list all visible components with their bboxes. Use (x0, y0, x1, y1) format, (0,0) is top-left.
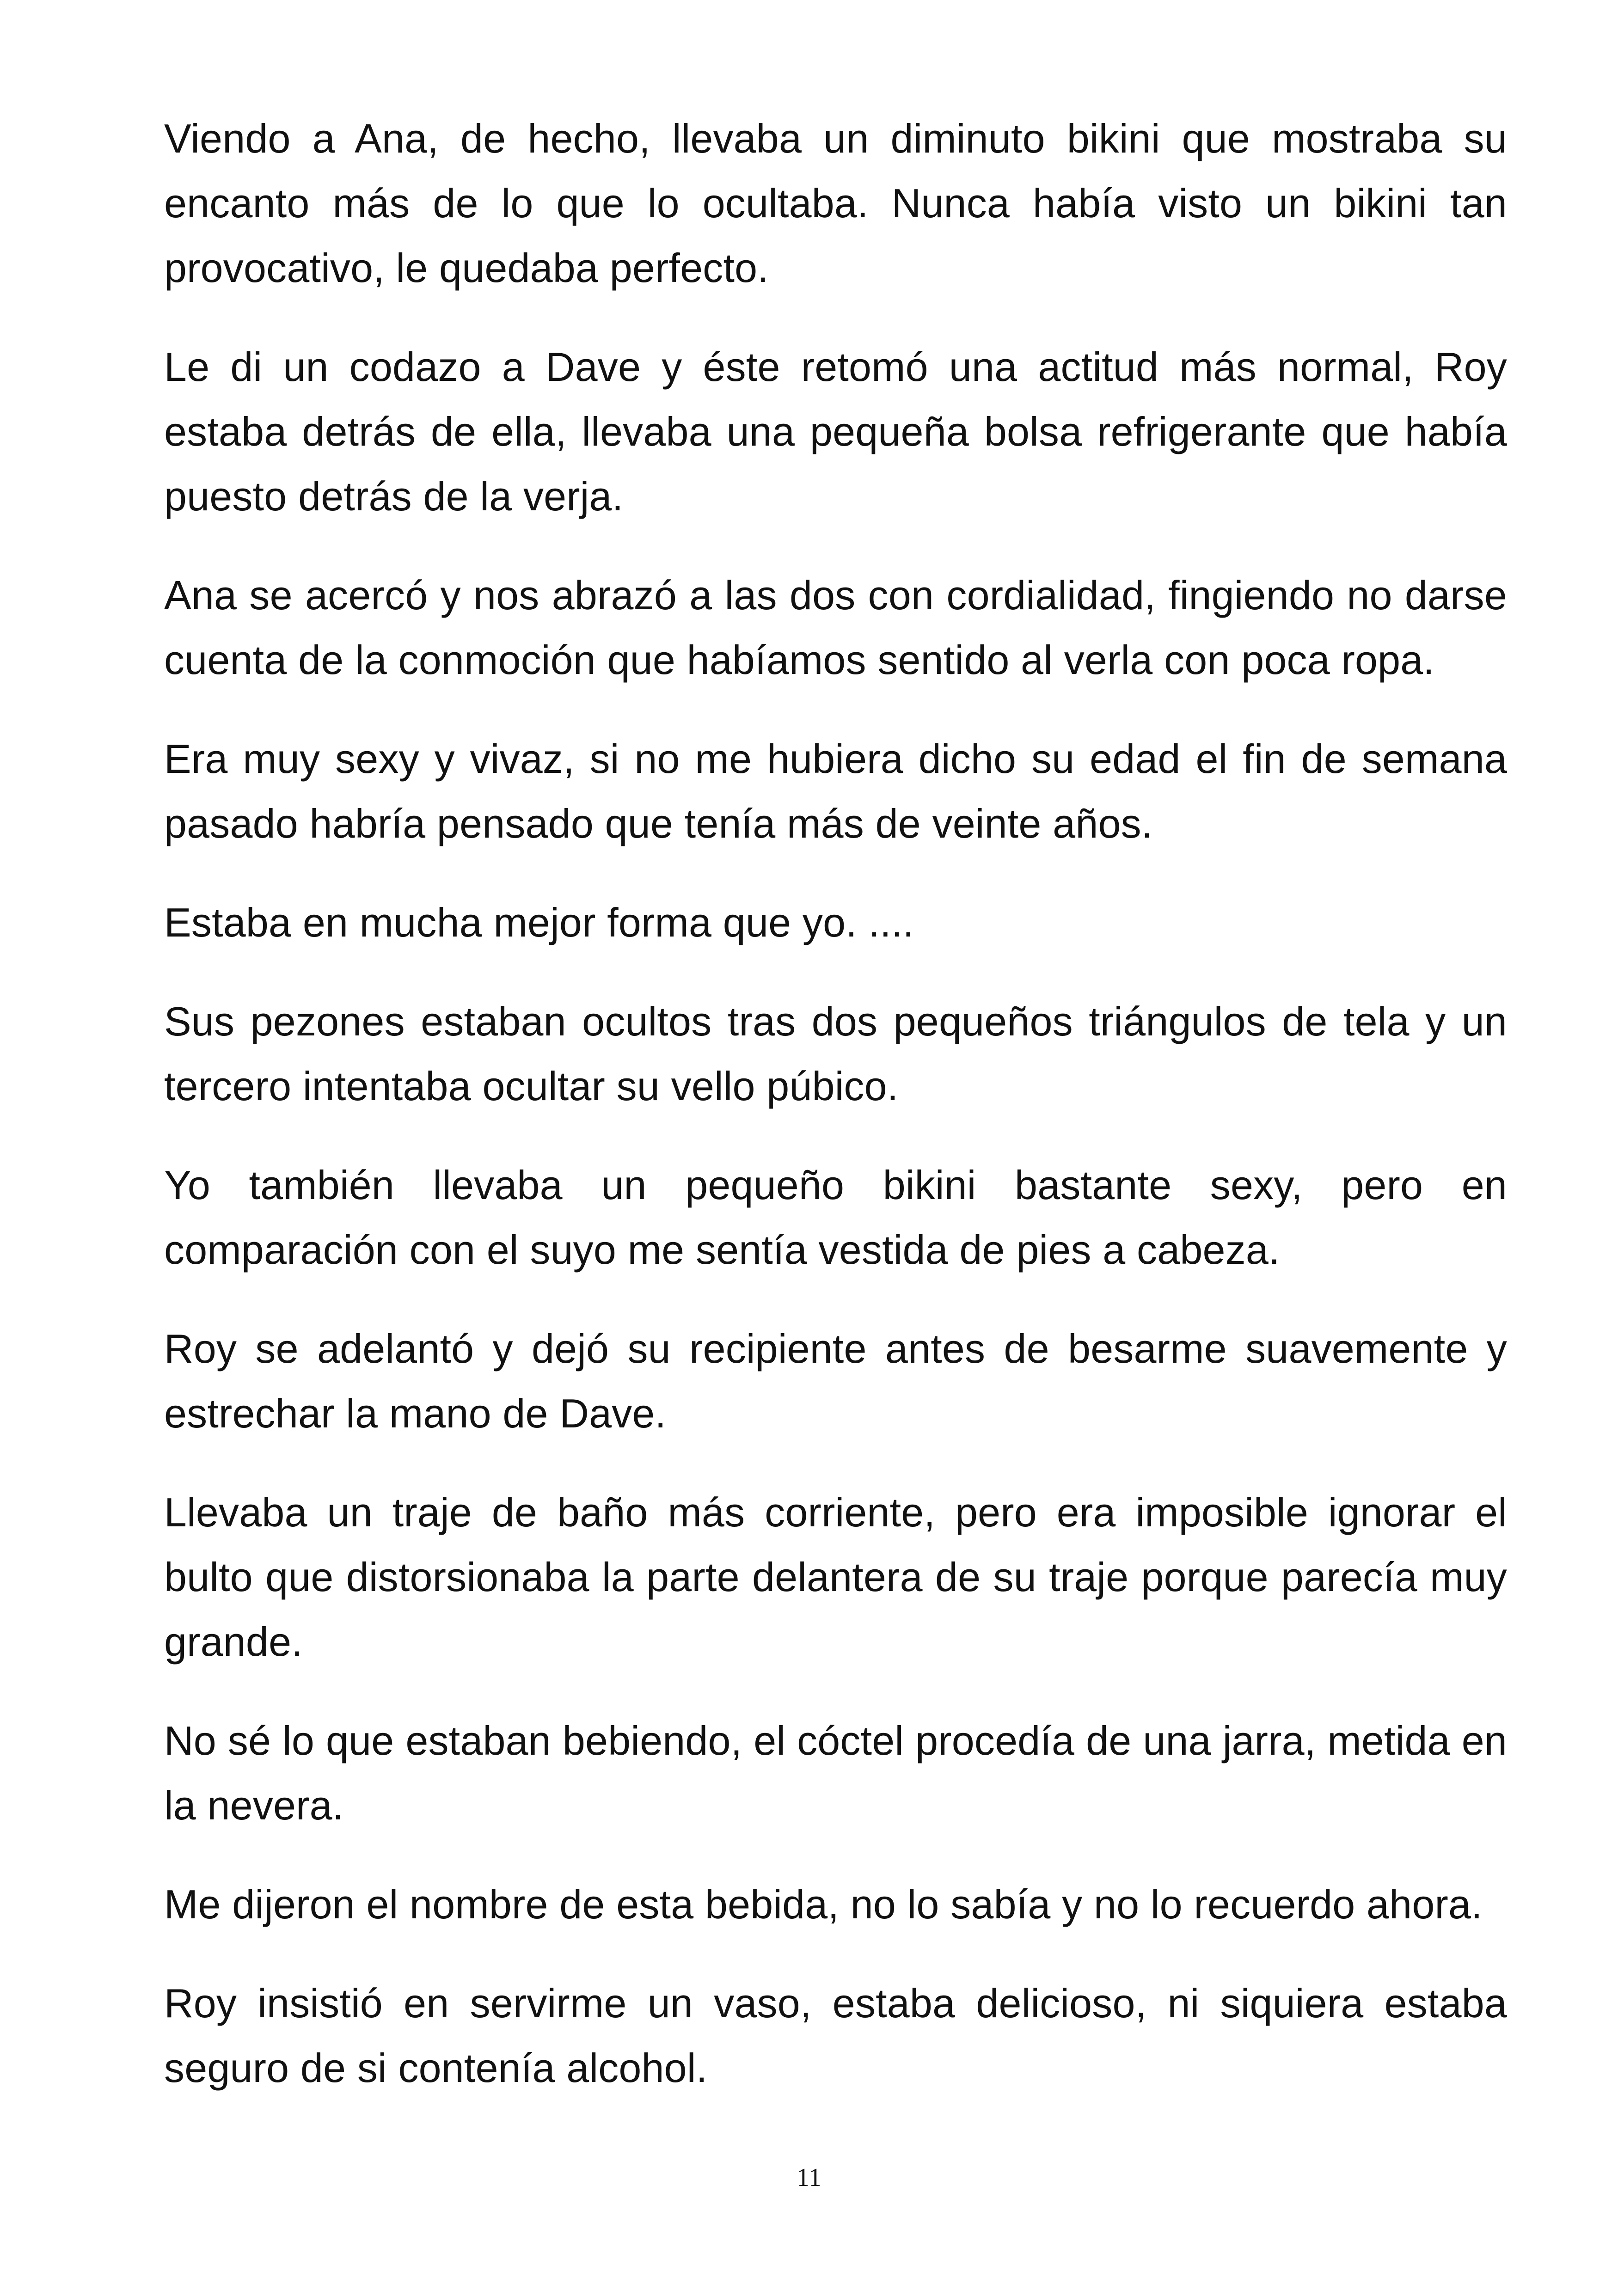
body-text (164, 106, 1507, 2100)
paragraph: Roy insistió en servirme un vaso, estaba delicioso, ni siquiera estaba seguro de si contenía alcohol. (164, 1980, 1507, 2091)
paragraph: Sus pezones estaban ocultos tras dos pequeños triángulos de tela y un tercero intentaba ocultar su vello púbico. (164, 998, 1507, 1109)
page-number: 11 (797, 2163, 821, 2192)
paragraph: Estaba en mucha mejor forma que yo. .... (164, 900, 914, 945)
paragraph: Era muy sexy y vivaz, si no me hubiera dicho su edad el fin de semana pasado habría pensado que tenía más de veinte años. (164, 736, 1507, 846)
paragraph: Viendo a Ana, de hecho, llevaba un diminuto bikini que mostraba su encanto más de lo que lo ocultaba. Nunca había visto un bikini tan provocativo, le quedaba perfecto. (164, 116, 1507, 291)
paragraph: Ana se acercó y nos abrazó a las dos con cordialidad, fingiendo no darse cuenta de la conmoción que habíamos sentido al verla con poca ropa. (164, 572, 1507, 683)
paragraph: Roy se adelantó y dejó su recipiente antes de besarme suavemente y estrechar la mano de Dave. (164, 1326, 1507, 1436)
paragraph: Llevaba un traje de baño más corriente, pero era imposible ignorar el bulto que distorsionaba la parte delantera de su traje porque parecía muy grande. (164, 1489, 1507, 1665)
paragraph: Me dijeron el nombre de esta bebida, no lo sabía y no lo recuerdo ahora. (164, 1881, 1483, 1927)
paragraph: Yo también llevaba un pequeño bikini bastante sexy, pero en comparación con el suyo me sentía vestida de pies a cabeza. (164, 1162, 1507, 1273)
paragraph: No sé lo que estaban bebiendo, el cóctel procedía de una jarra, metida en la nevera. (164, 1718, 1507, 1828)
paragraph: Le di un codazo a Dave y éste retomó una actitud más normal, Roy estaba detrás de ella, llevaba una pequeña bolsa refrigerante que había puesto detrás de la verja. (164, 344, 1507, 519)
